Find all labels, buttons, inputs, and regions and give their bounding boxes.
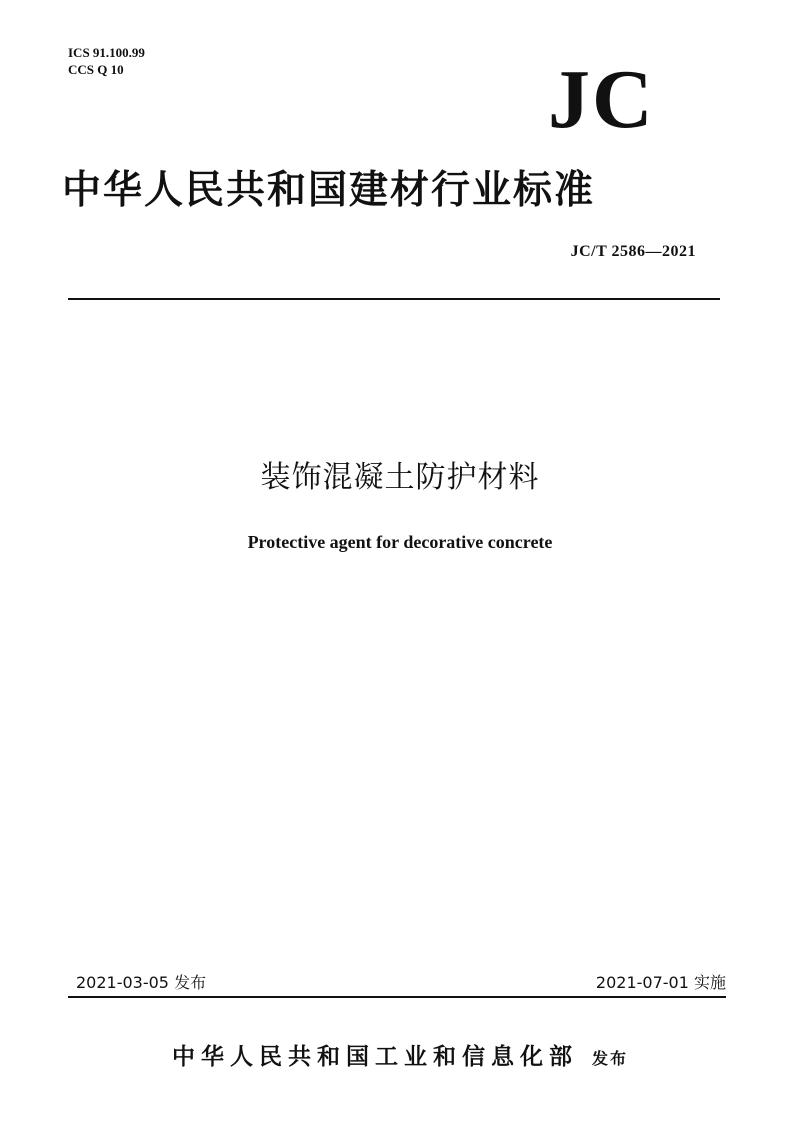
publication-date: 2021-03-05 发布	[76, 973, 207, 992]
standard-category-title: 中华人民共和国建材行业标准	[62, 167, 596, 213]
effective-date: 2021-07-01 实施	[595, 973, 726, 992]
bottom-divider	[68, 996, 726, 998]
top-divider	[68, 298, 720, 300]
issuer-line	[0, 1038, 800, 1071]
standard-number: JC/T 2586—2021	[570, 243, 696, 260]
issuer-suffix: 发布	[591, 1049, 628, 1068]
ics-code: ICS 91.100.99	[68, 45, 145, 60]
classification-codes	[68, 44, 145, 78]
jc-logo: JC	[548, 53, 655, 146]
document-title-chinese: 装饰混凝土防护材料	[260, 460, 540, 495]
ccs-code: CCS Q 10	[68, 62, 124, 77]
document-title-english: Protective agent for decorative concrete	[247, 532, 553, 552]
issuer-name: 中华人民共和国工业和信息化部	[171, 1043, 578, 1070]
